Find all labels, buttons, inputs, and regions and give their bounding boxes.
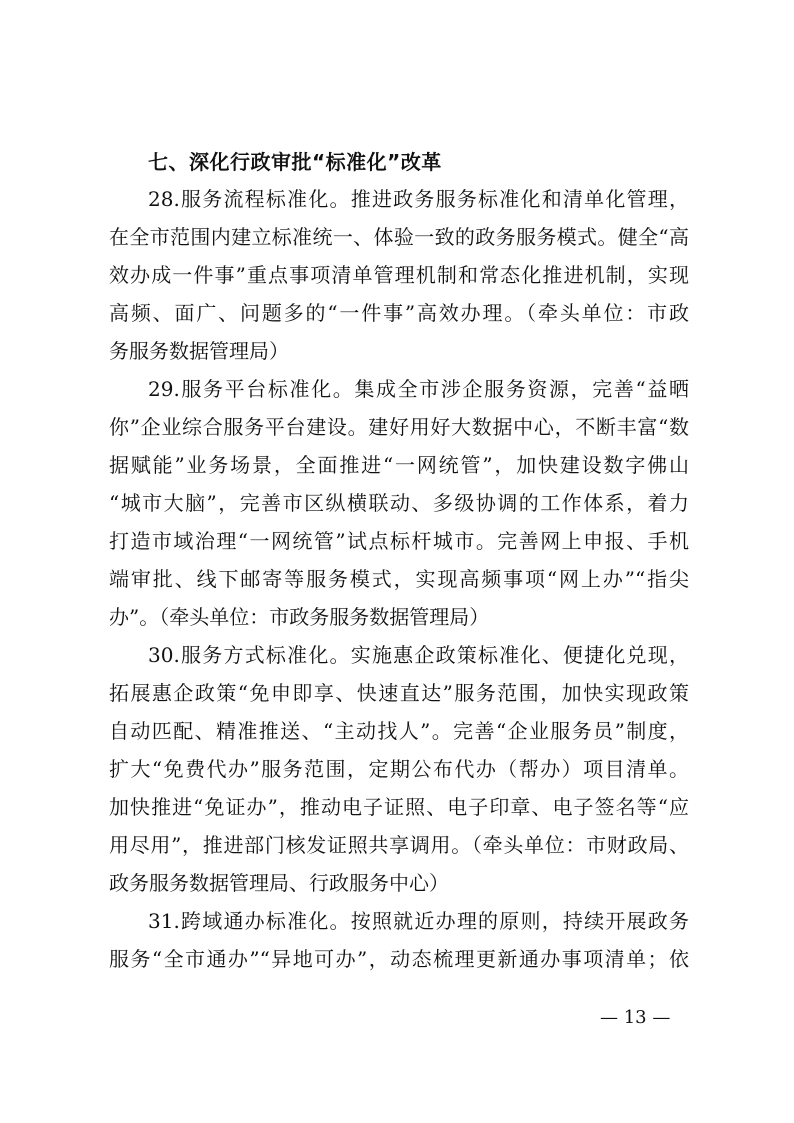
paragraph-line: 你”企业综合服务平台建设。建好用好大数据中心，不断丰富“数 <box>109 415 689 439</box>
paragraph-line: 在全市范围内建立标准统一、体验一致的政务服务模式。健全“高 <box>109 225 689 249</box>
paragraph-line: 加快推进“免证办”，推动电子证照、电子印章、电子签名等“应 <box>109 795 689 819</box>
paragraph-line: 拓展惠企政策“免申即享、快速直达”服务范围，加快实现政策 <box>109 681 689 705</box>
paragraph-line: 效办成一件事”重点事项清单管理机制和常态化推进机制，实现 <box>109 263 689 287</box>
paragraph-line: 办”。（牵头单位：市政务服务数据管理局） <box>109 605 490 629</box>
section-heading: 七、深化行政审批“标准化”改革 <box>148 150 442 174</box>
paragraph-line: 31.跨域通办标准化。按照就近办理的原则，持续开展政务 <box>148 909 689 933</box>
paragraph-line: 据赋能”业务场景，全面推进“一网统管”，加快建设数字佛山 <box>109 453 689 477</box>
paragraph-line: 高频、面广、问题多的“一件事”高效办理。（牵头单位：市政 <box>109 301 689 325</box>
paragraph-line: 用尽用”，推进部门核发证照共享调用。（牵头单位：市财政局、 <box>109 833 689 857</box>
paragraph-line: 务服务数据管理局） <box>109 339 289 363</box>
paragraph-line: 扩大“免费代办”服务范围，定期公布代办（帮办）项目清单。 <box>109 757 689 781</box>
paragraph-line: 30.服务方式标准化。实施惠企政策标准化、便捷化兑现， <box>148 643 689 667</box>
paragraph-line: 打造市域治理“一网统管”试点标杆城市。完善网上申报、手机 <box>109 529 689 553</box>
paragraph-line: 服务“全市通办”“异地可办”，动态梳理更新通办事项清单；依 <box>109 947 689 971</box>
paragraph-line: 端审批、线下邮寄等服务模式，实现高频事项“网上办”“指尖 <box>109 567 689 591</box>
paragraph-line: “城市大脑”，完善市区纵横联动、多级协调的工作体系，着力 <box>109 491 689 515</box>
paragraph-line: 28.服务流程标准化。推进政务服务标准化和清单化管理， <box>148 187 689 211</box>
page-number: — 13 — <box>600 1007 671 1028</box>
paragraph-line: 29.服务平台标准化。集成全市涉企服务资源，完善“益晒 <box>148 377 689 401</box>
paragraph-line: 政务服务数据管理局、行政服务中心） <box>109 871 449 895</box>
paragraph-line: 自动匹配、精准推送、“主动找人”。完善“企业服务员”制度， <box>109 719 689 743</box>
